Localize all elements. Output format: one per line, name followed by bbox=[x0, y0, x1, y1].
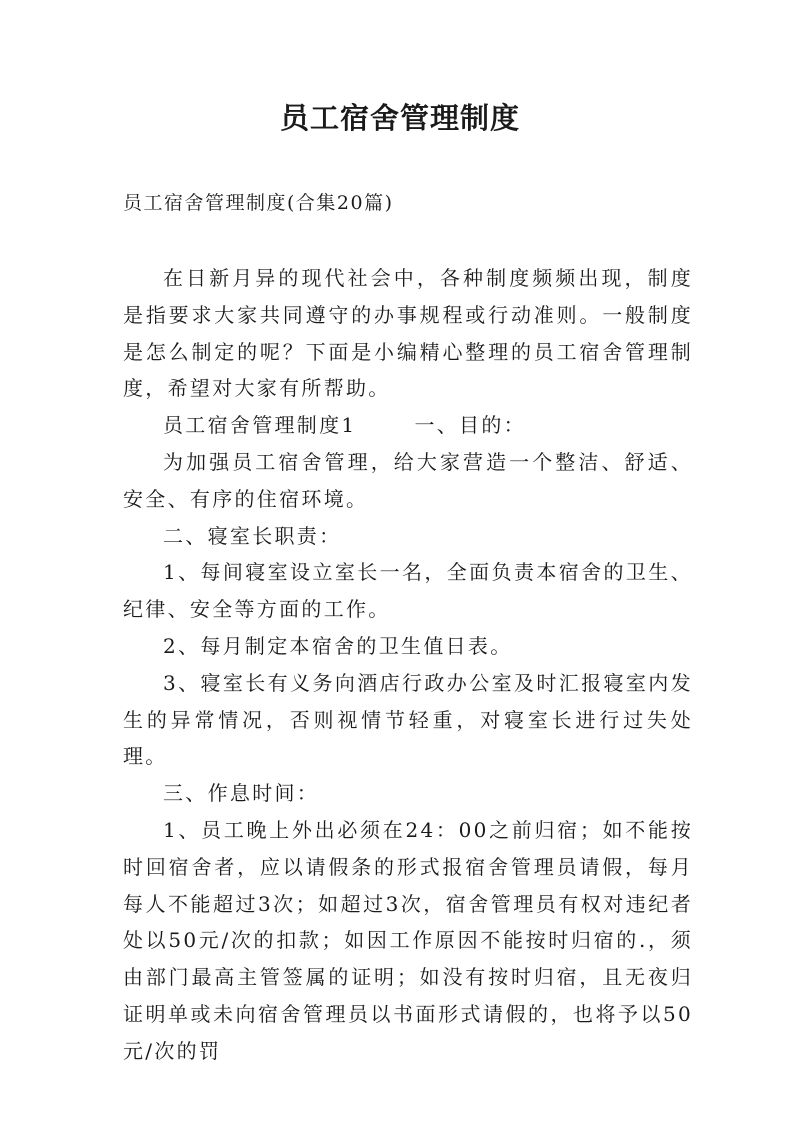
document-title: 员工宿舍管理制度 bbox=[279, 101, 520, 135]
body-paragraph: 2、每月制定本宿舍的卫生值日表。 bbox=[163, 633, 513, 658]
body-paragraph: 为加强员工宿舍管理，给大家营造一个整洁、舒适、安全、有序的住宿环境。 bbox=[123, 449, 693, 511]
body-paragraph: 1、每间寝室设立室长一名，全面负责本宿舍的卫生、纪律、安全等方面的工作。 bbox=[123, 560, 693, 622]
section-heading: 三、作息时间： bbox=[163, 781, 320, 806]
section-heading-purpose: 一、目的： bbox=[414, 413, 526, 438]
section-heading-line bbox=[123, 407, 693, 444]
section-title: 员工宿舍管理制度1 bbox=[163, 413, 357, 438]
body-paragraph: 1、员工晚上外出必须在24：00之前归宿；如不能按时回宿舍者，应以请假条的形式报宿舍管理员请假，每月每人不能超过3次；如超过3次，宿舍管理员有权对违纪者处以50元/次的扣款；如因工作原因不能按时归宿的.，须由部门最高主管签属的证明；如没有按时归宿，且无夜归证明单或未向宿舍管理员以书面形式请假的，也将予以50元/次的罚 bbox=[123, 817, 693, 1063]
document-body bbox=[123, 260, 693, 1070]
body-paragraph: 3、寝室长有义务向酒店行政办公室及时汇报寝室内发生的异常情况，否则视情节轻重，对寝室长进行过失处理。 bbox=[123, 670, 693, 769]
section-heading: 二、寝室长职责： bbox=[163, 523, 342, 548]
document-subtitle: 员工宿舍管理制度(合集20篇) bbox=[123, 192, 394, 214]
intro-paragraph: 在日新月异的现代社会中，各种制度频频出现，制度是指要求大家共同遵守的办事规程或行动准则。一般制度是怎么制定的呢？下面是小编精心整理的员工宿舍管理制度，希望对大家有所帮助。 bbox=[123, 266, 693, 401]
